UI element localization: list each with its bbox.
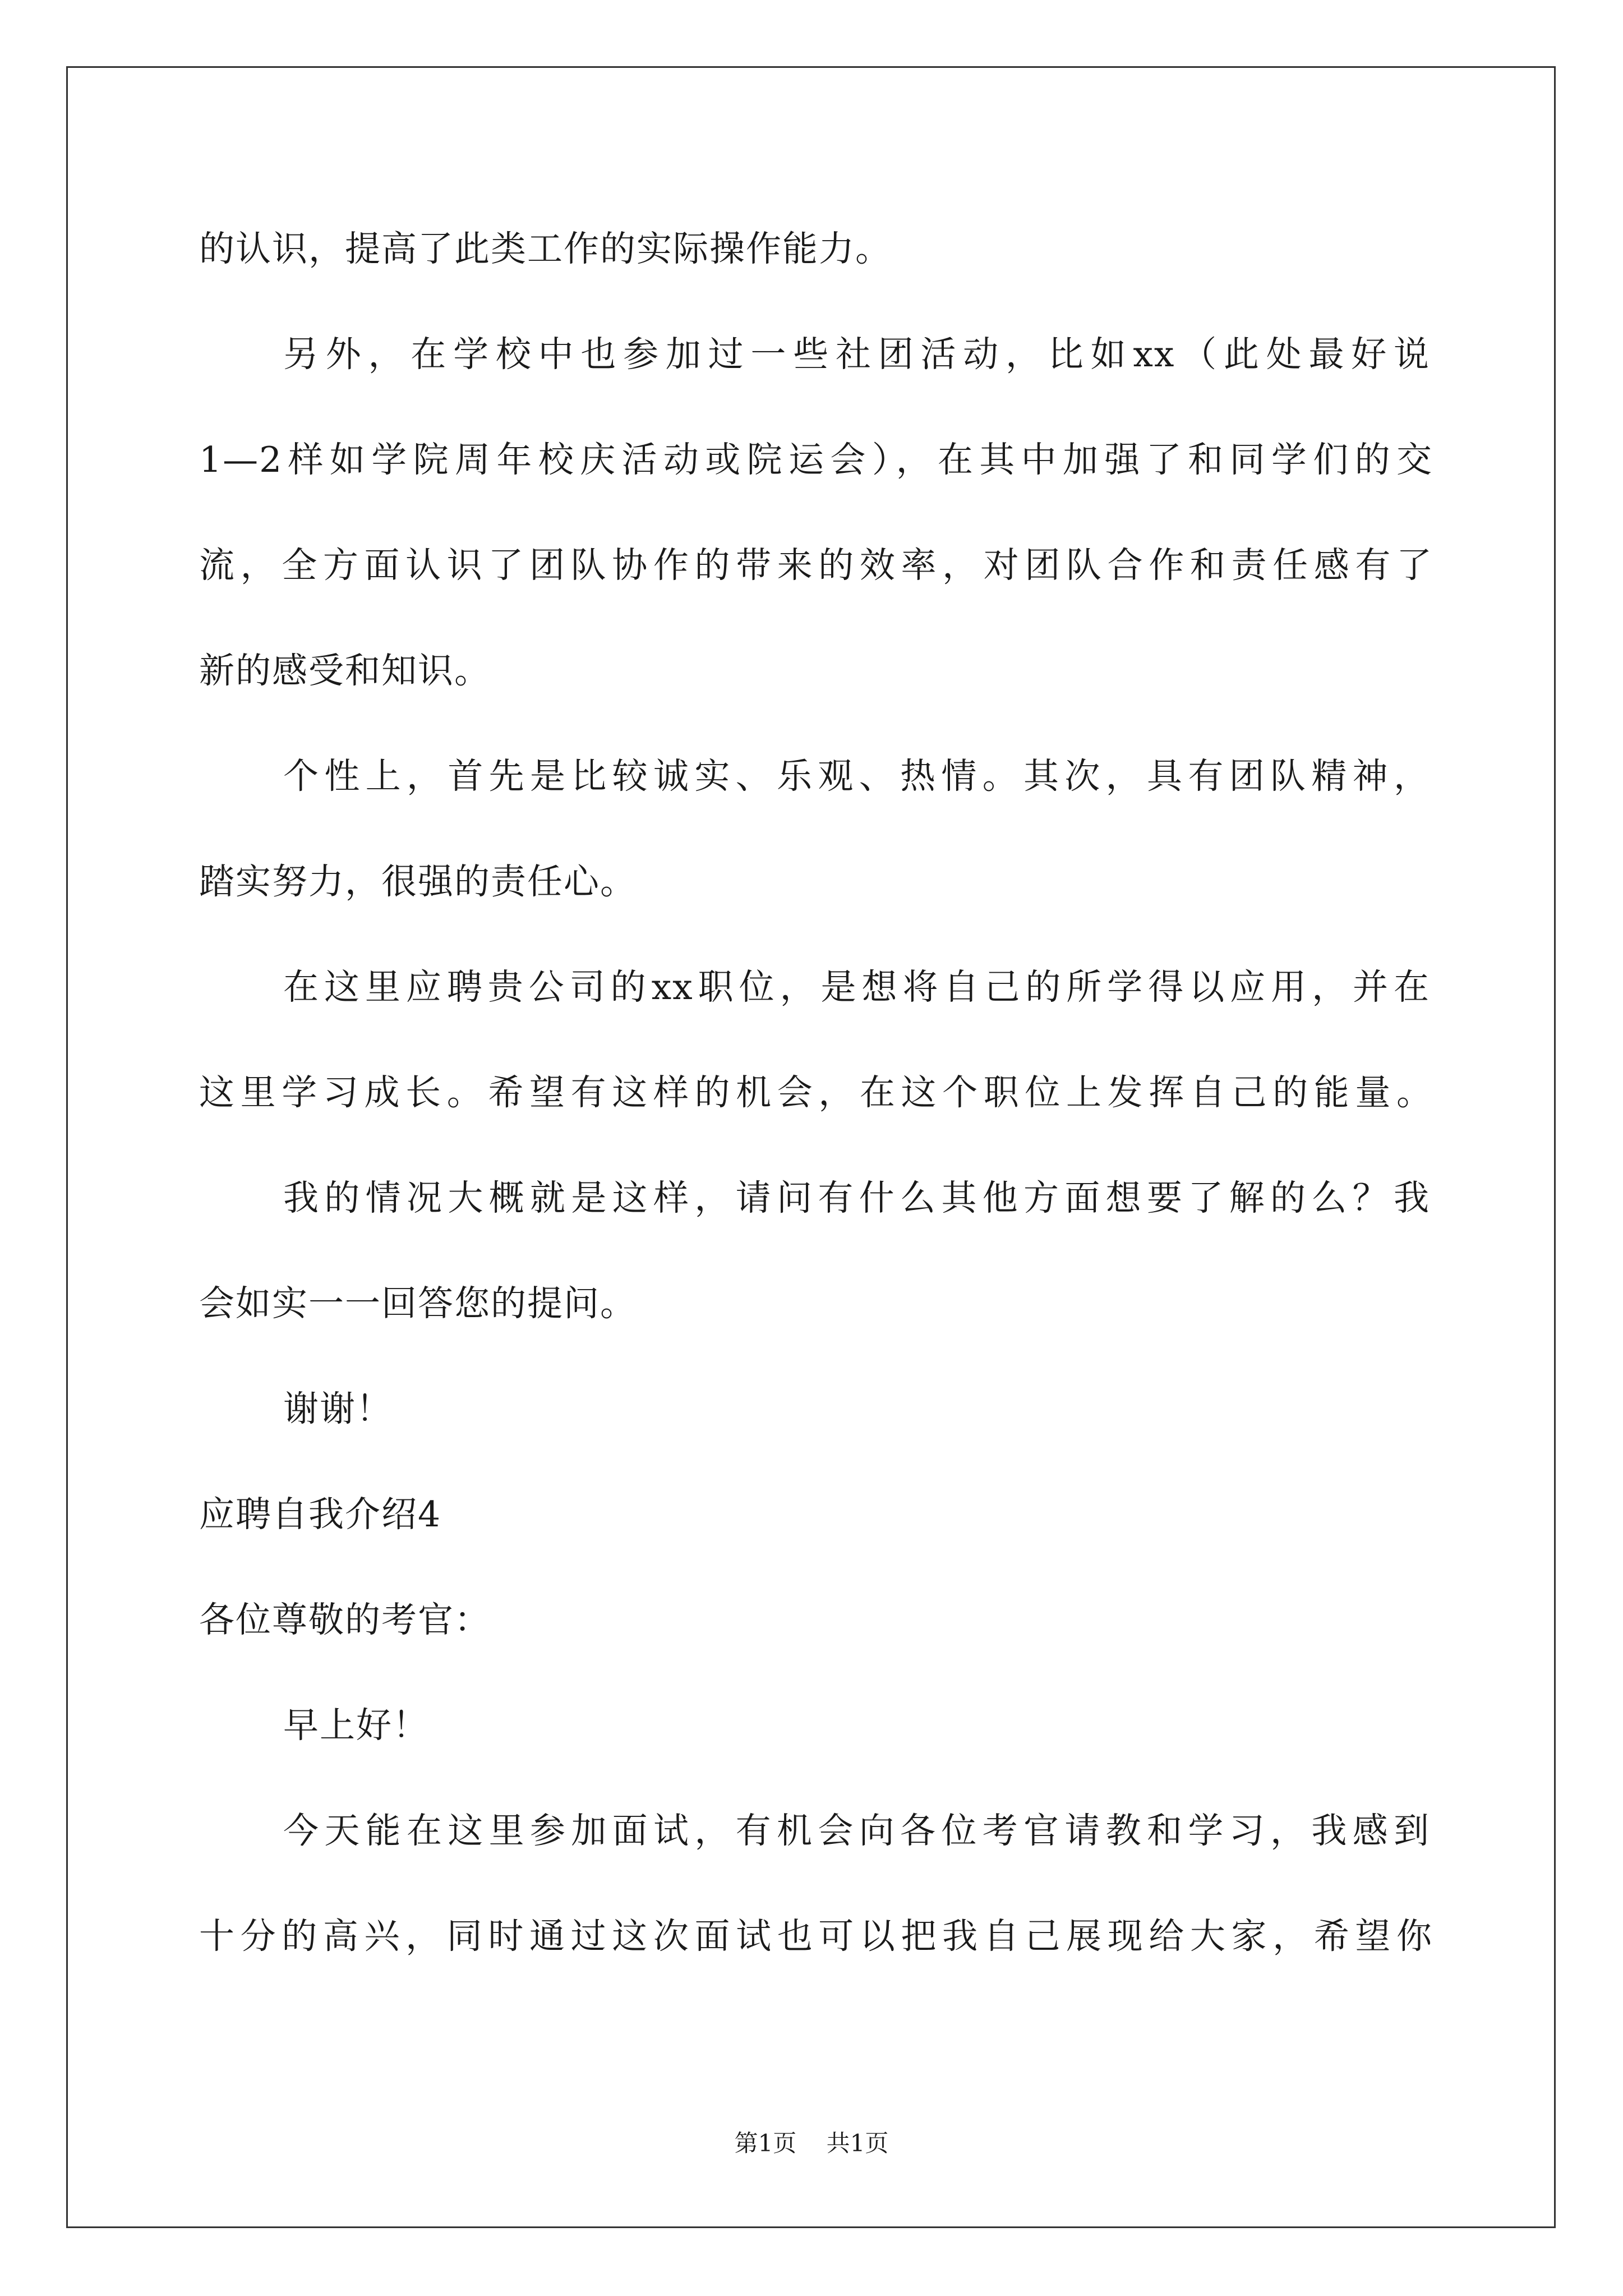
page-border <box>66 66 1556 2228</box>
text-line: 个性上，首先是比较诚实、乐观、热情。其次，具有团队精神， <box>283 756 1430 797</box>
text-line: 另外，在学校中也参加过一些社团活动，比如xx（此处最好说 <box>283 334 1430 375</box>
text-line: 1—2样如学院周年校庆活动或院运会），在其中加强了和同学们的交 <box>199 439 1433 480</box>
text-line: 的认识，提高了此类工作的实际操作能力。 <box>199 228 892 269</box>
text-line: 我的情况大概就是这样，请问有什么其他方面想要了解的么？我 <box>283 1177 1430 1218</box>
text-line: 十分的高兴，同时通过这次面试也可以把我自己展现给大家，希望你 <box>199 1916 1433 1957</box>
text-line: 流，全方面认识了团队协作的带来的效率，对团队合作和责任感有了 <box>199 545 1433 586</box>
text-line: 今天能在这里参加面试，有机会向各位考官请教和学习，我感到 <box>283 1810 1430 1851</box>
text-line: 在这里应聘贵公司的xx职位，是想将自己的所学得以应用，并在 <box>283 967 1430 1007</box>
text-line: 这里学习成长。希望有这样的机会，在这个职位上发挥自己的能量。 <box>199 1072 1433 1113</box>
section-heading: 应聘自我介绍4 <box>199 1494 442 1535</box>
text-line: 谢谢！ <box>283 1388 393 1429</box>
text-line: 会如实一一回答您的提问。 <box>199 1283 637 1324</box>
text-line: 早上好！ <box>283 1705 429 1746</box>
text-line: 新的感受和知识。 <box>199 650 491 691</box>
page-number-footer: 第1页 共1页 <box>734 2129 889 2157</box>
text-line: 踏实努力，很强的责任心。 <box>199 861 637 902</box>
salutation: 各位尊敬的考官： <box>199 1599 491 1640</box>
